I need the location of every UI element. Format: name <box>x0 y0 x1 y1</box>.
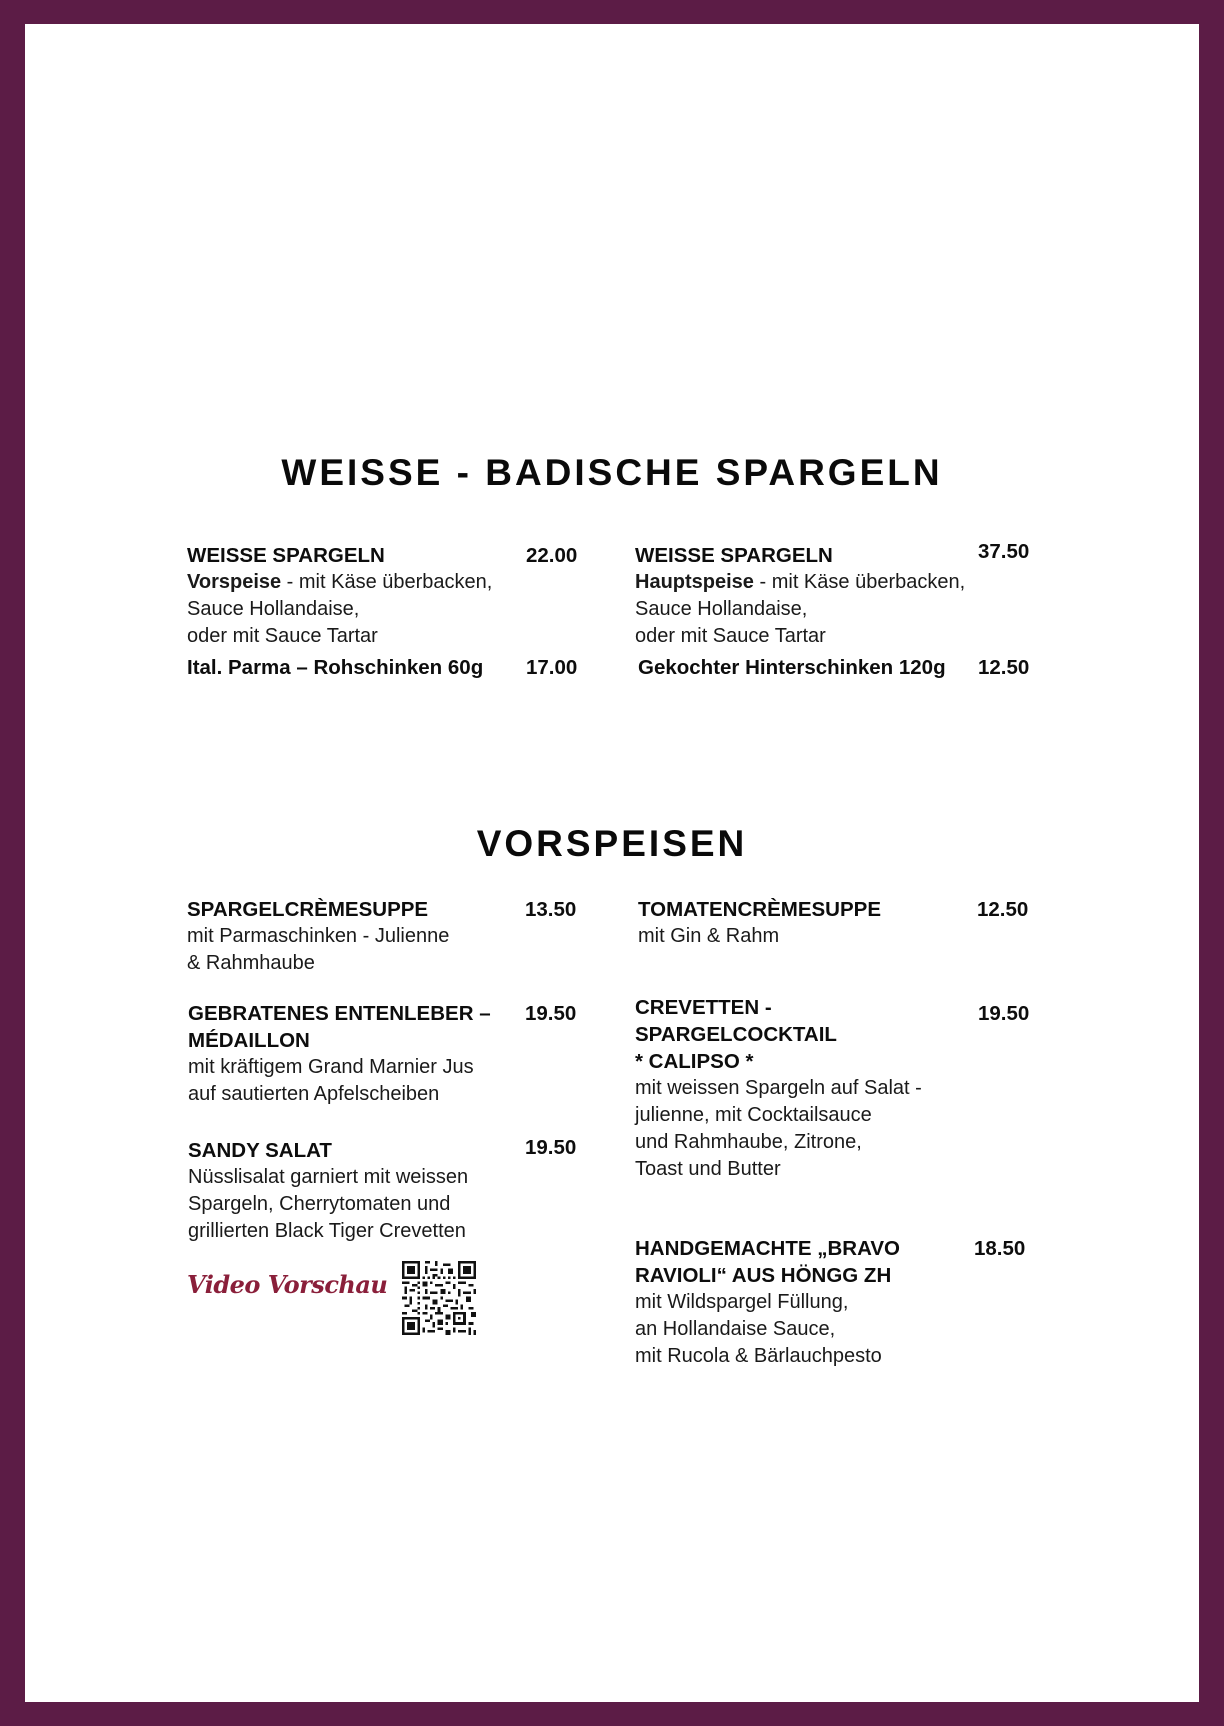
menu-item <box>638 896 978 950</box>
item-price: 18.50 <box>974 1237 1026 1260</box>
item-desc: Spargeln, Cherrytomaten und <box>188 1193 451 1215</box>
item-price: 22.00 <box>526 544 578 567</box>
menu-item <box>635 994 975 1183</box>
item-extra-name: Ital. Parma – Rohschinken 60g <box>187 656 484 679</box>
item-desc: mit Wildspargel Füllung, <box>635 1291 849 1313</box>
item-name: SPARGELCRÈMESUPPE <box>187 898 429 921</box>
menu-item <box>187 896 517 977</box>
item-desc: mit Gin & Rahm <box>638 925 780 947</box>
item-desc: mit kräftigem Grand Marnier Jus <box>188 1056 474 1078</box>
item-name: SPARGELCOCKTAIL <box>635 1023 837 1046</box>
menu-item-spargeln-vorspeise <box>187 542 517 650</box>
item-desc: auf sautierten Apfelscheiben <box>188 1083 440 1105</box>
section-title-spargeln: WEISSE - BADISCHE SPARGELN <box>281 452 943 493</box>
item-price: 19.50 <box>978 1002 1030 1025</box>
item-name: WEISSE SPARGELN <box>187 544 385 567</box>
item-name: RAVIOLI“ AUS HÖNGG ZH <box>635 1264 892 1287</box>
item-extra-name: Gekochter Hinterschinken 120g <box>638 656 946 679</box>
item-price: 12.50 <box>977 898 1029 921</box>
item-desc: an Hollandaise Sauce, <box>635 1318 836 1340</box>
menu-item-spargeln-hauptspeise <box>635 542 975 650</box>
item-desc: julienne, mit Cocktailsauce <box>635 1104 872 1126</box>
item-name: MÉDAILLON <box>188 1029 310 1052</box>
item-desc: mit Rucola & Bärlauchpesto <box>635 1345 882 1367</box>
item-name: GEBRATENES ENTENLEBER – <box>188 1002 491 1025</box>
item-extra-price: 17.00 <box>526 656 578 679</box>
item-desc: Toast und Butter <box>635 1158 781 1180</box>
item-desc: mit weissen Spargeln auf Salat - <box>635 1077 922 1099</box>
item-desc: oder mit Sauce Tartar <box>635 625 826 647</box>
item-price: 19.50 <box>525 1002 577 1025</box>
item-desc: Sauce Hollandaise, <box>635 598 808 620</box>
item-name: * CALIPSO * <box>635 1050 754 1073</box>
item-desc: grillierten Black Tiger Crevetten <box>188 1220 466 1242</box>
item-desc: Hauptspeise - mit Käse überbacken, <box>635 571 966 593</box>
item-desc: mit Parmaschinken - Julienne <box>187 925 450 947</box>
menu-item <box>635 1235 975 1370</box>
item-name: WEISSE SPARGELN <box>635 544 833 567</box>
item-price: 37.50 <box>978 540 1030 563</box>
item-desc: Vorspeise - mit Käse überbacken, <box>187 571 493 593</box>
menu-item <box>188 1137 518 1245</box>
item-price: 13.50 <box>525 898 577 921</box>
item-desc: & Rahmhaube <box>187 952 315 974</box>
qr-code-icon[interactable] <box>402 1261 476 1335</box>
item-extra-price: 12.50 <box>978 656 1030 679</box>
item-desc: Sauce Hollandaise, <box>187 598 360 620</box>
section-title-vorspeisen: VORSPEISEN <box>476 823 748 864</box>
item-name: HANDGEMACHTE „BRAVO <box>635 1237 900 1260</box>
item-name: SANDY SALAT <box>188 1139 332 1162</box>
item-desc: und Rahmhaube, Zitrone, <box>635 1131 862 1153</box>
item-name: TOMATENCRÈMESUPPE <box>638 898 881 921</box>
menu-item <box>188 1000 518 1108</box>
item-desc: Nüsslisalat garniert mit weissen <box>188 1166 469 1188</box>
item-name: CREVETTEN - <box>635 996 772 1019</box>
video-preview-link[interactable]: Video Vorschau <box>187 1270 388 1299</box>
item-price: 19.50 <box>525 1136 577 1159</box>
item-desc: oder mit Sauce Tartar <box>187 625 378 647</box>
